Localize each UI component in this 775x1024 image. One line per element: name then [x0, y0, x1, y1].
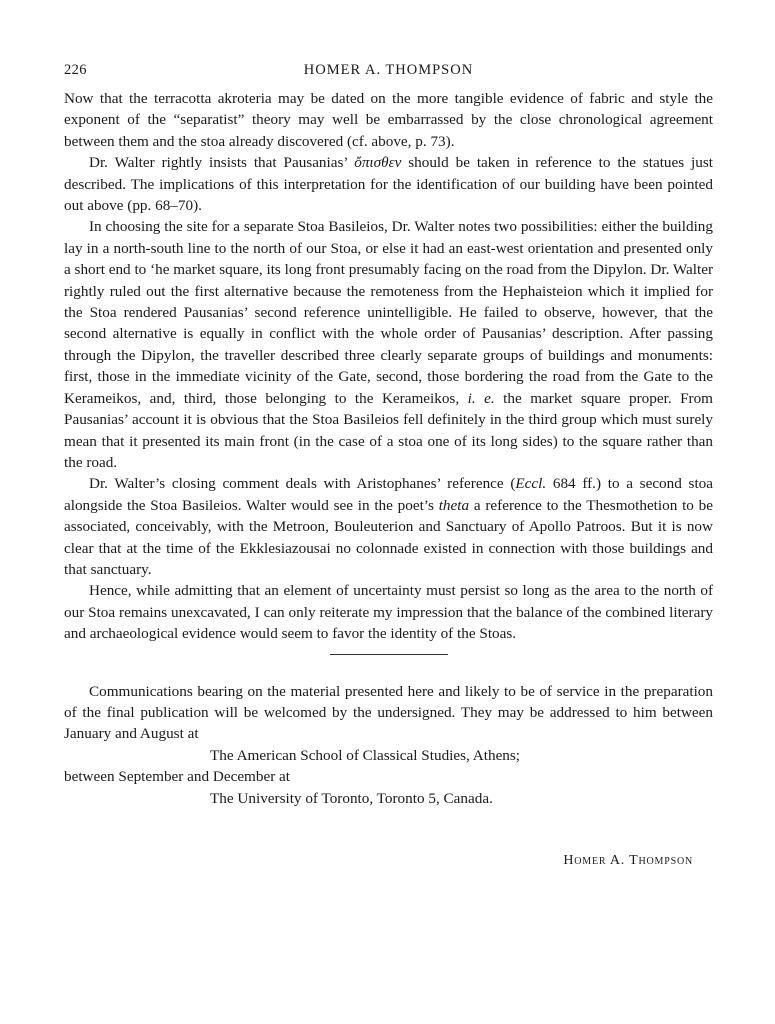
- text-run: the market square proper. From Pausanias’ account it is obvious that the Stoa Basileios fell definitely in the third group which must surely mean that it presented its main front (in the case of a stoa one of its long sides) to the square rather than the road.: [64, 389, 713, 471]
- text-run: Hence, while admitting that an element of uncertainty must persist so long as the area to the north of our Stoa remains unexcavated, I can only reiterate my impression that the balance of the combined literary and archaeological evidence would seem to favor the identity of the Stoas.: [64, 582, 713, 643]
- italic-text: theta: [438, 496, 470, 514]
- body-paragraph: [64, 473, 713, 580]
- text-run: Dr. Walter’s closing comment deals with Aristophanes’ reference (: [89, 475, 516, 493]
- section-divider: [330, 654, 448, 655]
- body-paragraph: [64, 152, 713, 216]
- communications-intro: Communications bearing on the material presented here and likely to be of service in the preparation of the final publication will be welcomed by the undersigned. They may be addressed to him between January and August at: [64, 682, 713, 743]
- body-paragraph: [64, 216, 713, 473]
- body-text: [64, 88, 713, 645]
- text-run: a reference to the Thesmothetion to be associated, conceivably, with the Metroon, Bouleuterion and Sanctuary of Apollo Patroos. But it is now clear that at the time of the Ekklesiazousai no colonnade existed in connection with those buildings and that sanctuary.: [64, 496, 713, 578]
- text-run: Now that the terracotta akroteria may be dated on the more tangible evidence of fabric and style the exponent of the “separatist” theory may well be embarrassed by the close chronological agreement between them and the stoa already discovered (cf. above, p. 73).: [64, 90, 713, 150]
- italic-text: i. e.: [467, 389, 495, 407]
- address-toronto: The University of Toronto, Toronto 5, Canada.: [210, 789, 493, 807]
- communications-between: between September and December at: [64, 768, 291, 786]
- text-run: 684 ff.) to a second stoa alongside the Stoa Basileios. Walter would see in the poet’s: [64, 475, 713, 514]
- page-number: 226: [64, 62, 87, 78]
- text-run: should be taken in reference to the statues just described. The implications of this interpretation for the identification of our building have been pointed out above (pp. 68–70).: [64, 154, 713, 215]
- address-athens: The American School of Classical Studies, Athens;: [210, 746, 521, 764]
- italic-text: ὄπισθεν: [354, 154, 402, 172]
- communications-note: [64, 681, 713, 809]
- body-paragraph: [64, 88, 713, 152]
- running-head: [64, 58, 713, 88]
- text-run: In choosing the site for a separate Stoa Basileios, Dr. Walter notes two possibilities: either the building lay in a north-south line to the north of our Stoa, or else it had an east-west orientation and presented only a short end to ‘he market square, its long front presumably facing on the road from the Dipylon. Dr. Walter rightly ruled out the first alternative because the remoteness from the Hephaisteion which it implied for the Stoa rendered Pausanias’ second reference unintelligible. He failed to observe, however, that the second alternative is equally in conflict with the whole order of Pausanias’ description. After passing through the Dipylon, the traveller described three clearly separate groups of buildings and monuments: first, those in the immediate vicinity of the Gate, second, those bordering the road from the Gate to the Kerameikos, and, third, those belonging to the Kerameikos,: [64, 218, 713, 407]
- text-run: Dr. Walter rightly insists that Pausanias’: [89, 154, 355, 172]
- running-title: HOMER A. THOMPSON: [303, 62, 474, 78]
- body-paragraph: [64, 580, 713, 644]
- author-signature: Homer A. Thompson: [563, 853, 693, 868]
- italic-text: Eccl.: [515, 475, 547, 493]
- page: [64, 58, 713, 869]
